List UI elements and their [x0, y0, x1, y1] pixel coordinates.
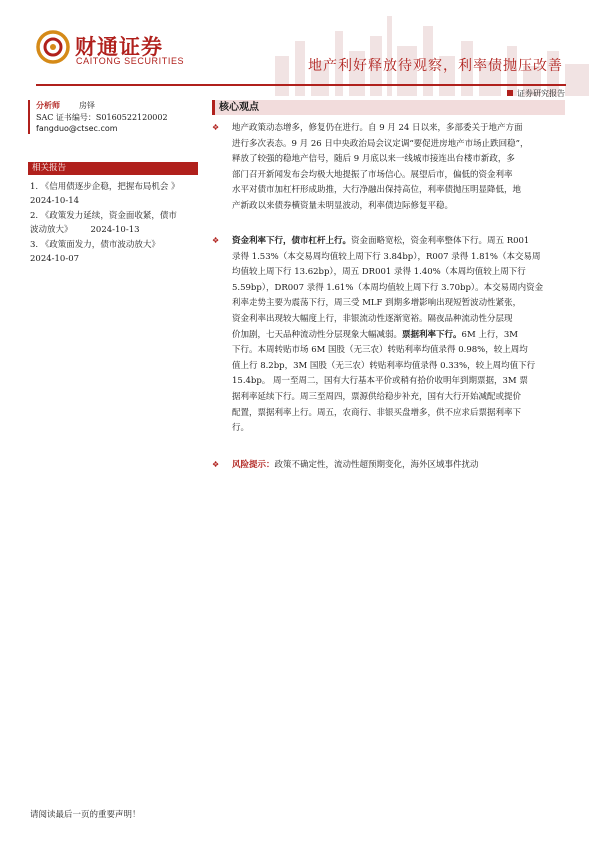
- text-line: 水平对债市加杠杆形成助推，大行净融出保持高位，利率债抛压明显降低，地: [232, 185, 522, 196]
- core-views-title: 核心观点: [212, 100, 565, 115]
- text-line: 地产政策动态增多，修复仍在进行。自 9 月 24 日以来，多部委关于地产方面: [232, 123, 523, 133]
- paragraph-funding-rates: [232, 234, 570, 437]
- disclaimer-note: 请阅读最后一页的重要声明！: [30, 810, 141, 820]
- header-divider: [36, 84, 566, 86]
- text-line: 进行多次表态。9 月 26 日中央政治局会议定调“要促进房地产市场止跌回稳”，: [232, 138, 529, 149]
- related-report-date: 2024-10-14: [30, 196, 80, 206]
- logo-english-text: CAITONG SECURITIES: [76, 56, 185, 66]
- text-line: 录得 1.53%（本交易周均值较上周下行 3.84bp），R007 录得 1.81%（本交易周: [232, 251, 541, 262]
- related-reports-title: 相关报告: [28, 162, 198, 175]
- report-title: 地产利好释放待观察，利率债抛压改善: [308, 58, 563, 74]
- analyst-email[interactable]: fangduo@ctsec.com: [36, 124, 118, 133]
- text-line: 部门召开新闻发布会均极大地提振了市场信心。展望后市，偏低的资金利率: [232, 169, 513, 180]
- risk-warning: [232, 458, 570, 474]
- diamond-bullet-icon: ❖: [212, 236, 220, 245]
- text-line: 配置，票据利率上行。周五，农商行、非银买盘增多，供不应求后票据利率下: [232, 407, 522, 418]
- related-report-2[interactable]: [30, 209, 205, 237]
- diamond-bullet-icon: ❖: [212, 460, 220, 469]
- diamond-bullet-icon: ❖: [212, 123, 220, 132]
- text-line: 资金利率出现较大幅度上行，非银流动性逐渐宽裕。隔夜品种流动性分层现: [232, 313, 513, 324]
- text-line: 6M 上行，3M: [461, 329, 518, 340]
- related-report-date: 2024-10-13: [90, 225, 140, 235]
- report-type-label: 证券研究报告: [517, 89, 565, 98]
- text-line: 均值较上周下行 13.62bp），周五 DR001 录得 1.40%（本周均值较上周下行: [232, 267, 526, 278]
- paragraph-property-policy: [232, 121, 570, 215]
- related-report-date: 2024-10-07: [30, 254, 80, 264]
- analyst-label: 分析师: [36, 100, 60, 110]
- sac-number: SAC 证书编号：S0160522120002: [36, 113, 168, 122]
- text-line: 行。: [232, 423, 250, 434]
- report-type: [507, 88, 565, 99]
- text-line: 下行。本周转贴市场 6M 国股（无三农）转贴利率均值录得 0.98%，较上周均: [232, 345, 528, 356]
- related-report-title-cont: 波动放大》: [30, 225, 73, 235]
- text-line: 15.4bp。 周一至周二，国有大行基本平价或稍有拾价收明年到期票据，3M 票: [232, 376, 528, 387]
- text-line: 价加剧，七天品种流动性分层现象大幅减弱。: [232, 329, 403, 340]
- related-report-title: 1. 《信用债逐步企稳，把握布局机会 》: [30, 182, 180, 192]
- text-line: 5.59bp），DR007 录得 1.61%（本周均值较上周下行 3.70bp）。本交易周内资金: [232, 282, 544, 293]
- logo-chinese-text: 财通证券: [75, 35, 163, 59]
- text-line: 利率走势主要为震荡下行，周三受 MLF 到期多增影响出现短暂波动性紧张，: [232, 298, 522, 309]
- paragraph-lead: 票据利率下行。: [402, 329, 462, 340]
- analyst-accent-bar: [28, 100, 30, 134]
- risk-label: 风险提示：: [232, 460, 275, 470]
- text-line: 资金面略宽松，资金利率整体下行。周五 R001: [351, 236, 530, 246]
- text-line: 值上行 8.2bp，3M 国股（无三农）转贴利率均值录得 0.33%，较上周均值下行: [232, 360, 536, 371]
- related-report-title: 3. 《政策面发力，债市波动放大》: [30, 240, 160, 250]
- text-line: 据利率延续下行。周三至周四，票源供给稳步补充，国有大行开始减配或提价: [232, 391, 522, 402]
- caitong-logo-icon: [36, 30, 70, 64]
- paragraph-lead: 资金利率下行，债市杠杆上行。: [232, 236, 352, 246]
- city-skyline-watermark: [255, 6, 595, 96]
- related-report-1[interactable]: [30, 180, 205, 208]
- analyst-name: 房铎: [79, 101, 95, 110]
- related-report-title: 2. 《政策发力延续，资金面收紧，债市: [30, 211, 177, 221]
- square-icon: [507, 90, 513, 96]
- related-report-3[interactable]: [30, 238, 205, 266]
- text-line: 释放了较强的稳地产信号，随后 9 月底以来一线城市接连出台楼市新政，多: [232, 154, 515, 165]
- text-line: 产新政以来债券横资量未明显波动，利率债边际修复平稳。: [232, 200, 454, 211]
- risk-text: 政策不确定性，流动性超预期变化，海外区域事件扰动: [274, 460, 479, 470]
